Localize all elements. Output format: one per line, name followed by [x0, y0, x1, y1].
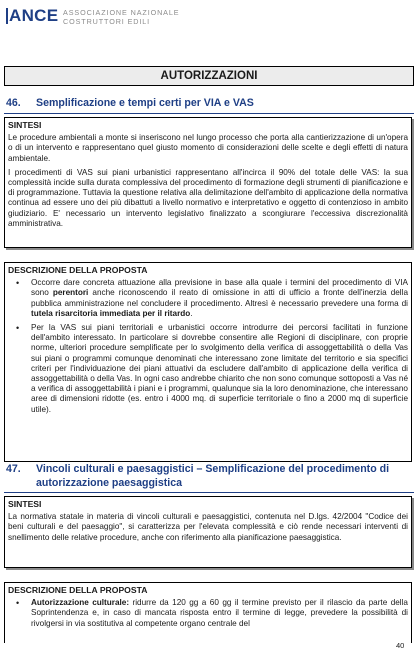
sintesi-heading: SINTESI — [8, 499, 42, 509]
section-47-title-line-1: Vincoli culturali e paesaggistici – Semplificazione del procedimento di — [36, 463, 390, 475]
section-46-title: Semplificazione e tempi certi per VIA e VAS — [36, 97, 254, 109]
bullet-dot-icon: • — [16, 598, 20, 609]
section-46-proposta-box — [4, 262, 412, 462]
section-46-rule — [4, 113, 414, 114]
logo-mark — [6, 8, 8, 24]
sintesi-paragraph: Le procedure ambientali a monte si inseriscono nel lungo processo che porta alla cantierizzazione di un'opera o di un intervento e rappresentano quel giusto momento di considerazioni delle scelte e degli effetti di natura ambientale. — [8, 133, 408, 163]
page-number: 40 — [396, 641, 405, 650]
proposta-heading: DESCRIZIONE DELLA PROPOSTA — [8, 265, 148, 275]
section-46-sintesi-box — [4, 117, 412, 248]
page-title: AUTORIZZAZIONI — [4, 66, 414, 86]
sintesi-paragraph: I procedimenti di VAS sui piani urbanistici rappresentano all'incirca il 90% del totale delle VAS: la sua complessità incide sulla durata complessiva del procedimento di formazione degli strumenti di pianificazione e di programmazione. Tuttavia la questione relativa alla delimitazione dell'ambito di applicazione della normativa continua ad essere uno dei più dibattuti a livello normativo e interpretativo e oggetto di contenzioso in ambito giudiziario. E' necessario un intervento legislativo finalizzato a scongiurare l'eccessiva discrezionalità amministrativa. — [8, 167, 408, 228]
association-line-1: ASSOCIAZIONE NAZIONALE — [63, 8, 180, 17]
section-46-number: 46. — [6, 97, 21, 109]
proposta-heading: DESCRIZIONE DELLA PROPOSTA — [8, 585, 148, 595]
section-47-number: 47. — [6, 463, 21, 475]
ance-logo: ANCE — [9, 6, 59, 25]
page-header — [0, 0, 418, 40]
bullet-dot-icon: • — [16, 278, 20, 289]
proposal-bullet: • Per la VAS sui piani territoriali e urbanistici occorre introdurre dei percorsi facilitati in funzione dell'ambito interessato. In particolare si dovrebbe consentire alle Regioni di disciplinare, con proprie norme, ulteriori procedure semplificate per lo svolgimento della verifica di assoggettabilità o della Vas sui piani o programmi comunque denominati che interessano zone limitate del territorio e sia specifici criteri per l'individuazione dei piani attuativi da escludere dall'ambito di applicazione della verifica di assoggettabilità o della Vas. In ogni caso andrebbe chiarito che non sono comunque sottoposti a Vas né a verifica di assoggettabilità i piani e i programmi, qualunque sia la loro denominazione, che interessano aree di dimensioni ridotte (es. entro i 4000 mq. di superficie territoriale o fino a 2000 mq di superficie utile). — [16, 323, 408, 414]
section-47-heading — [6, 462, 414, 490]
section-47-sintesi-box — [4, 496, 412, 568]
section-47-proposta-box — [4, 582, 412, 643]
proposal-bullet: • Autorizzazione culturale: ridurre da 120 gg a 60 gg il termine previsto per il rilascio da parte della Soprintendenza e, in caso di mancata risposta entro il termine di legge, prevedere la possibilità di rivolgersi in via sostitutiva al competente organo centrale del — [16, 598, 408, 628]
section-46-heading — [6, 97, 414, 109]
sintesi-heading: SINTESI — [8, 120, 42, 130]
sintesi-paragraph: La normativa statale in materia di vincoli culturali e paesaggistici, contenuta nel D.lgs. 42/2004 "Codice dei beni culturali e del paesaggio", si caratterizza per l'elevata complessità e ciò rende necessari interventi di snellimento delle relative procedure, anche con riferimento alla pianificazione paesaggistica. — [8, 512, 408, 542]
association-line-2: COSTRUTTORI EDILI — [63, 17, 151, 26]
bullet-dot-icon: • — [16, 323, 20, 334]
association-name — [63, 8, 179, 26]
proposal-bullet: • Occorre dare concreta attuazione alla previsione in base alla quale i termini del procedimento di VIA sono perentori anche riconoscendo il reato di omissione in atti di ufficio a fronte dell'inerzia della pubblica amministrazione nel concludere il procedimento. Altresì è necessario prevedere una forma di tutela risarcitoria immediata per il ritardo. — [16, 278, 408, 318]
section-47-title-line-2: autorizzazione paesaggistica — [36, 477, 183, 489]
section-47-rule — [4, 492, 414, 493]
